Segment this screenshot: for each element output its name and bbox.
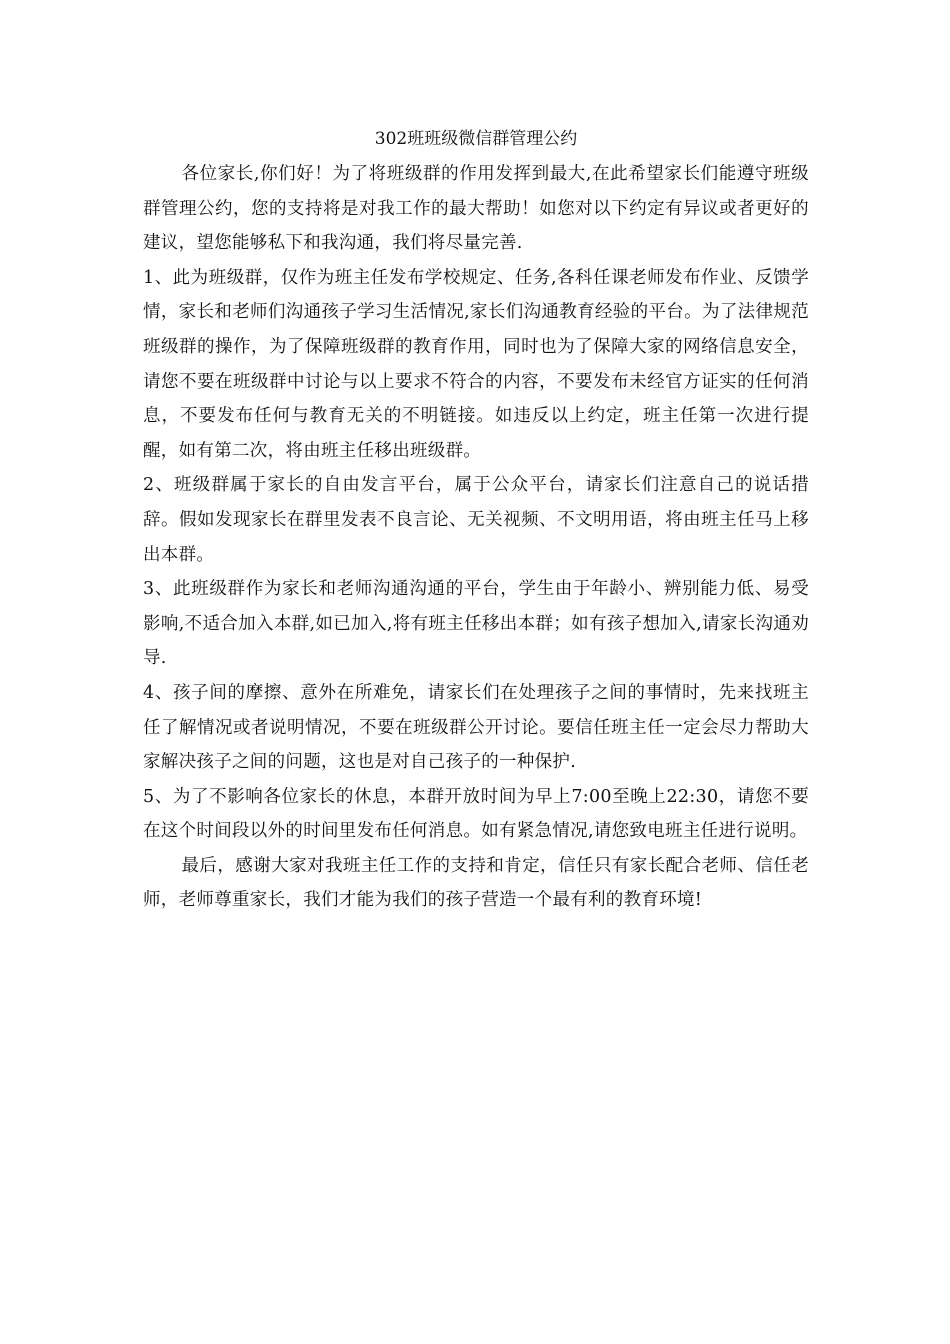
rule-item-3: 3、此班级群作为家长和老师沟通沟通的平台，学生由于年龄小、辨别能力低、易受影响,不适合加入本群,如已加入,将有班主任移出本群；如有孩子想加入,请家长沟通劝导. <box>143 579 809 669</box>
intro-paragraph: 各位家长,你们好！为了将班级群的作用发挥到最大,在此希望家长们能遵守班级群管理公约，您的支持将是对我工作的最大帮助！如您对以下约定有异议或者更好的建议，望您能够私下和我沟通，我们将尽量完善. <box>143 164 809 254</box>
rule-item-5: 5、为了不影响各位家长的休息，本群开放时间为早上7:00至晚上22:30，请您不要在这个时间段以外的时间里发布任何消息。如有紧急情况,请您致电班主任进行说明。 <box>143 786 809 842</box>
document-page <box>143 121 809 918</box>
rule-item-4: 4、孩子间的摩擦、意外在所难免，请家长们在处理孩子之间的事情时，先来找班主任了解情况或者说明情况，不要在班级群公开讨论。要信任班主任一定会尽力帮助大家解决孩子之间的问题，这也是对自己孩子的一种保护. <box>143 682 809 773</box>
document-title: 302班班级微信群管理公约 <box>374 129 578 149</box>
closing-paragraph: 最后，感谢大家对我班主任工作的支持和肯定，信任只有家长配合老师、信任老师，老师尊重家长，我们才能为我们的孩子营造一个最有利的教育环境! <box>143 855 809 911</box>
rule-item-2: 2、班级群属于家长的自由发言平台，属于公众平台，请家长们注意自己的说话措辞。假如发现家长在群里发表不良言论、无关视频、不文明用语，将由班主任马上移出本群。 <box>143 475 809 565</box>
rule-item-1: 1、此为班级群，仅作为班主任发布学校规定、任务,各科任课老师发布作业、反馈学情，家长和老师们沟通孩子学习生活情况,家长们沟通教育经验的平台。为了法律规范班级群的操作，为了保障班级群的教育作用，同时也为了保障大家的网络信息安全，请您不要在班级群中讨论与以上要求不符合的内容，不要发布未经官方证实的任何消息，不要发布任何与教育无关的不明链接。如违反以上约定，班主任第一次进行提醒，如有第二次，将由班主任移出班级群。 <box>143 267 809 461</box>
